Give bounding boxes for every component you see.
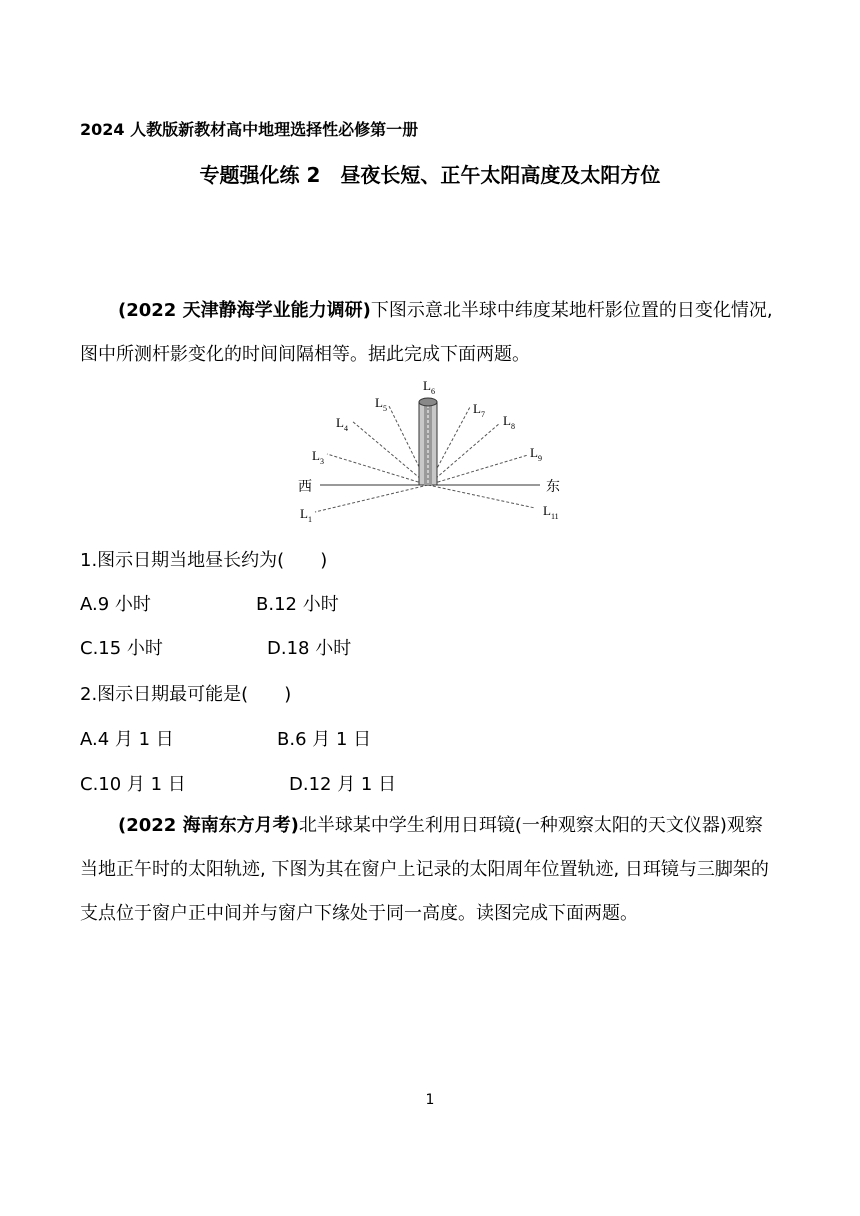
question-1-stem: 1.图示日期当地昼长约为( ) — [80, 550, 328, 571]
question-2-option-a: A.4 月 1 日 — [80, 729, 174, 750]
label-l6: $L_6$ — [423, 378, 435, 396]
label-l3: $L_3$ — [312, 448, 324, 466]
question-2-option-c: C.10 月 1 日 — [80, 774, 186, 795]
label-l7: $L_7$ — [473, 401, 485, 419]
east-label: 东 — [546, 480, 560, 495]
label-l9: $L_9$ — [530, 445, 542, 463]
shadow-line-l4 — [352, 421, 428, 485]
shadow-diagram — [290, 375, 570, 530]
pole — [419, 398, 437, 485]
passage-1-text: 下图示意北半球中纬度某地杆影位置的日变化情况, 图中所测杆影变化的时间间隔相等。据此完成下面两题。 — [80, 300, 773, 365]
shadow-line-l3 — [327, 454, 428, 485]
shadow-line-l9 — [428, 455, 528, 485]
question-2-option-b: B.6 月 1 日 — [277, 729, 372, 750]
shadow-line-l11 — [428, 485, 535, 508]
passage-2 — [80, 804, 780, 936]
document-series: 2024 人教版新教材高中地理选择性必修第一册 — [80, 120, 419, 139]
label-l11: $L_{11}$ — [543, 503, 559, 521]
shadow-line-l8 — [428, 423, 500, 485]
page-number: 1 — [425, 1092, 435, 1108]
passage-2-source: (2022 海南东方月考) — [118, 815, 299, 836]
question-2-stem: 2.图示日期最可能是( ) — [80, 684, 292, 705]
question-2-option-d: D.12 月 1 日 — [289, 774, 397, 795]
shadow-line-l1 — [315, 485, 428, 512]
passage-1-source: (2022 天津静海学业能力调研) — [118, 300, 371, 321]
label-l4: $L_4$ — [336, 415, 348, 433]
passage-2-text: 北半球某中学生利用日珥镜(一种观察太阳的天文仪器)观察当地正午时的太阳轨迹, 下图为其在窗户上记录的太阳周年位置轨迹, 日珥镜与三脚架的支点位于窗户正中间并与窗户下缘处于同一高度。读图完成下面两题。 — [80, 815, 769, 924]
question-1-option-a: A.9 小时 — [80, 594, 151, 615]
label-l5: $L_5$ — [375, 395, 387, 413]
west-label: 西 — [298, 480, 312, 495]
question-1-option-b: B.12 小时 — [256, 594, 339, 615]
label-l8: $L_8$ — [503, 413, 515, 431]
question-1-option-c: C.15 小时 — [80, 638, 163, 659]
label-l1: $L_1$ — [300, 506, 312, 524]
question-1-option-d: D.18 小时 — [267, 638, 352, 659]
document-title: 专题强化练 2 昼夜长短、正午太阳高度及太阳方位 — [199, 163, 661, 187]
passage-1 — [80, 289, 780, 377]
